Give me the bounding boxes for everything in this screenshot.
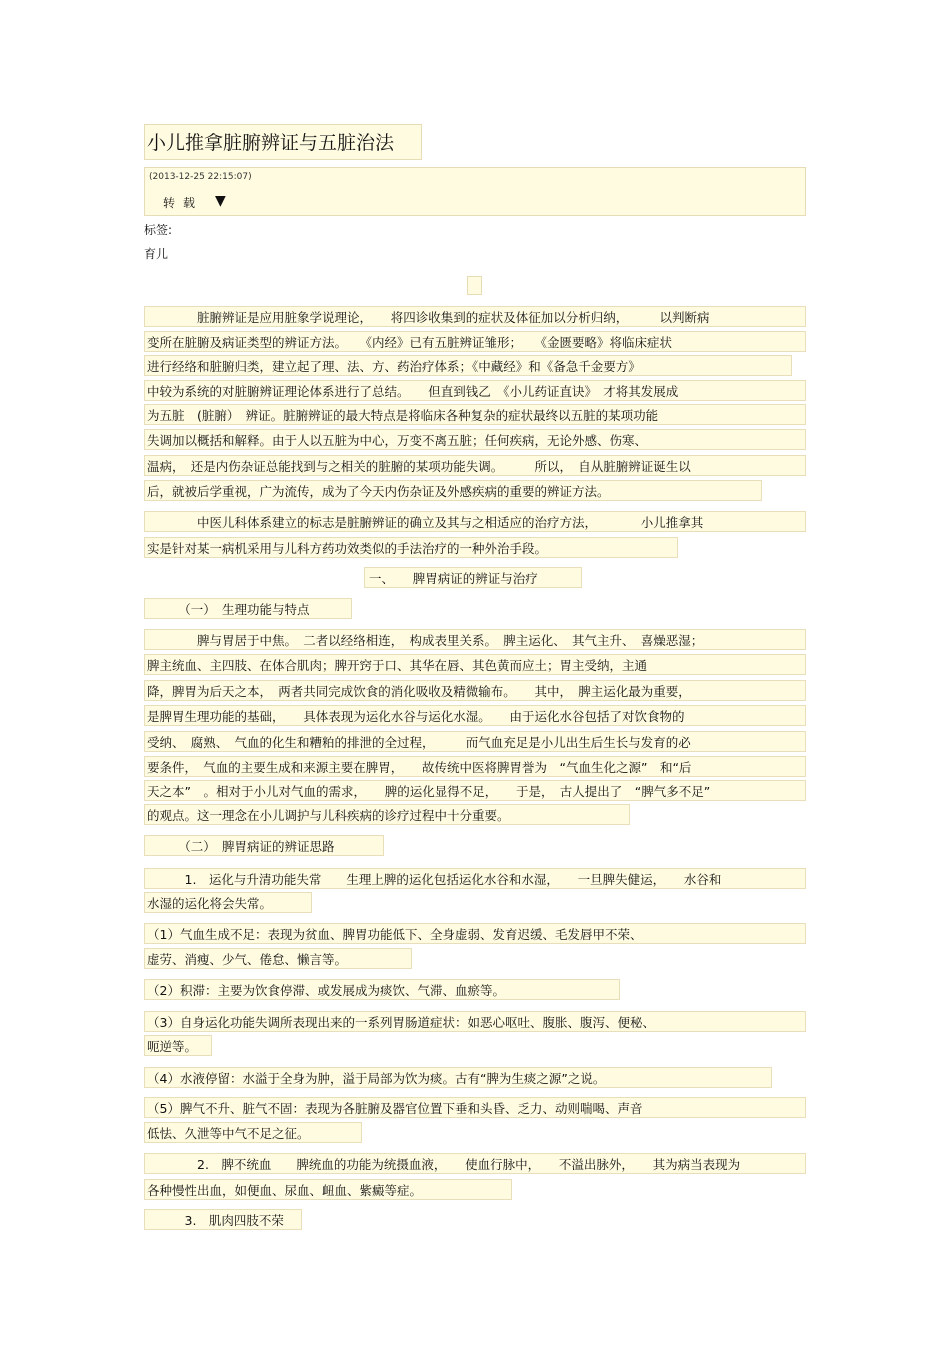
body-line: 是脾胃生理功能的基础， 具体表现为运化水谷与运化水湿。 由于运化水谷包括了对饮食物的 xyxy=(144,705,806,726)
body-line: 失调加以概括和解释。由于人以五脏为中心，万变不离五脏；任何疾病，无论外感、伤寒、 xyxy=(144,429,806,450)
body-line: 变所在脏腑及病证类型的辨证方法。 《内经》已有五脏辨证雏形； 《金匮要略》将临床症状 xyxy=(144,331,806,352)
dropdown-arrow-icon[interactable]: ▼ xyxy=(215,193,226,209)
body-line: 1. 运化与升清功能失常 生理上脾的运化包括运化水谷和水湿， 一旦脾失健运， 水谷和 xyxy=(144,868,806,889)
body-line: 脾与胃居于中焦。 二者以经络相连， 构成表里关系。 脾主运化、 其气主升、 喜燥恶湿； xyxy=(144,629,806,650)
post-meta xyxy=(144,167,806,216)
image-placeholder xyxy=(467,276,482,295)
body-line: 各种慢性出血，如便血、尿血、衄血、紫癜等症。 xyxy=(144,1179,512,1200)
body-line: 降，脾胃为后天之本， 两者共同完成饮食的消化吸收及精微输布。 其中， 脾主运化最为重要， xyxy=(144,680,806,701)
body-line: 脏腑辨证是应用脏象学说理论， 将四诊收集到的症状及体征加以分析归纳， 以判断病 xyxy=(144,306,806,327)
body-line: 温病， 还是内伤杂证总能找到与之相关的脏腑的某项功能失调。 所以， 自从脏腑辨证诞生以 xyxy=(144,455,806,476)
subsection-heading: 3. 肌肉四肢不荣 xyxy=(144,1209,302,1230)
body-line: 受纳、 腐熟、 气血的化生和糟粕的排泄的全过程， 而气血充足是小儿出生后生长与发育的必 xyxy=(144,731,806,752)
body-line: （1）气血生成不足：表现为贫血、脾胃功能低下、全身虚弱、发育迟缓、毛发唇甲不荣、 xyxy=(144,923,806,944)
body-line: 中医儿科体系建立的标志是脏腑辨证的确立及其与之相适应的治疗方法， 小儿推拿其 xyxy=(144,511,806,532)
body-line: 天之本” 。相对于小儿对气血的需求， 脾的运化显得不足， 于是， 古人提出了 “脾气多不足” xyxy=(144,780,806,801)
body-line: 虚劳、消瘦、少气、倦怠、懒言等。 xyxy=(144,948,412,969)
subsection-heading: （一） 生理功能与特点 xyxy=(144,598,352,619)
body-line: 为五脏 (脏腑） 辨证。脏腑辨证的最大特点是将临床各种复杂的症状最终以五脏的某项功能 xyxy=(144,404,806,425)
body-line: 水湿的运化将会失常。 xyxy=(144,892,312,913)
tag-label: 标签: xyxy=(144,223,173,237)
subsection-heading: （二） 脾胃病证的辨证思路 xyxy=(144,835,384,856)
body-line: 的观点。这一理念在小儿调护与儿科疾病的诊疗过程中十分重要。 xyxy=(144,804,630,825)
body-line: （5）脾气不升、脏气不固：表现为各脏腑及器官位置下垂和头昏、乏力、动则喘喝、声音 xyxy=(144,1097,806,1118)
section-heading: 一、 脾胃病证的辨证与治疗 xyxy=(364,567,582,588)
body-line: （2）积滞：主要为饮食停滞、或发展成为痰饮、气滞、血瘀等。 xyxy=(144,979,620,1000)
body-line: 后，就被后学重视，广为流传，成为了今天内伤杂证及外感疾病的重要的辨证方法。 xyxy=(144,480,762,501)
body-line: （3）自身运化功能失调所表现出来的一系列胃肠道症状：如恶心呕吐、腹胀、腹泻、便秘、 xyxy=(144,1011,806,1032)
body-line: （4）水液停留：水溢于全身为肿，溢于局部为饮为痰。古有“脾为生痰之源”之说。 xyxy=(144,1067,772,1088)
body-line: 实是针对某一病机采用与儿科方药功效类似的手法治疗的一种外治手段。 xyxy=(144,537,678,558)
body-line: 呃逆等。 xyxy=(144,1035,212,1056)
body-line: 脾主统血、主四肢、在体合肌肉；脾开窍于口、其华在唇、其色黄而应土；胃主受纳，主通 xyxy=(144,654,806,675)
body-line: 进行经络和脏腑归类，建立起了理、法、方、药治疗体系；《中藏经》和《备急千金要方》 xyxy=(144,355,792,376)
body-line: 低怯、久泄等中气不足之征。 xyxy=(144,1122,362,1143)
tag-link[interactable]: 育儿 xyxy=(144,247,169,261)
repost-button[interactable]: 转载 xyxy=(163,196,204,210)
body-line: 中较为系统的对脏腑辨证理论体系进行了总结。 但直到钱乙 《小儿药证直诀》 才将其发展成 xyxy=(144,380,806,401)
page-title: 小儿推拿脏腑辨证与五脏治法 xyxy=(144,124,422,160)
body-line: 要条件， 气血的主要生成和来源主要在脾胃， 故传统中医将脾胃誉为 “气血生化之源” 和“后 xyxy=(144,756,806,777)
body-line: 2. 脾不统血 脾统血的功能为统摄血液， 使血行脉中， 不溢出脉外， 其为病当表现为 xyxy=(144,1153,806,1174)
post-date: (2013-12-25 22:15:07) xyxy=(149,172,252,182)
